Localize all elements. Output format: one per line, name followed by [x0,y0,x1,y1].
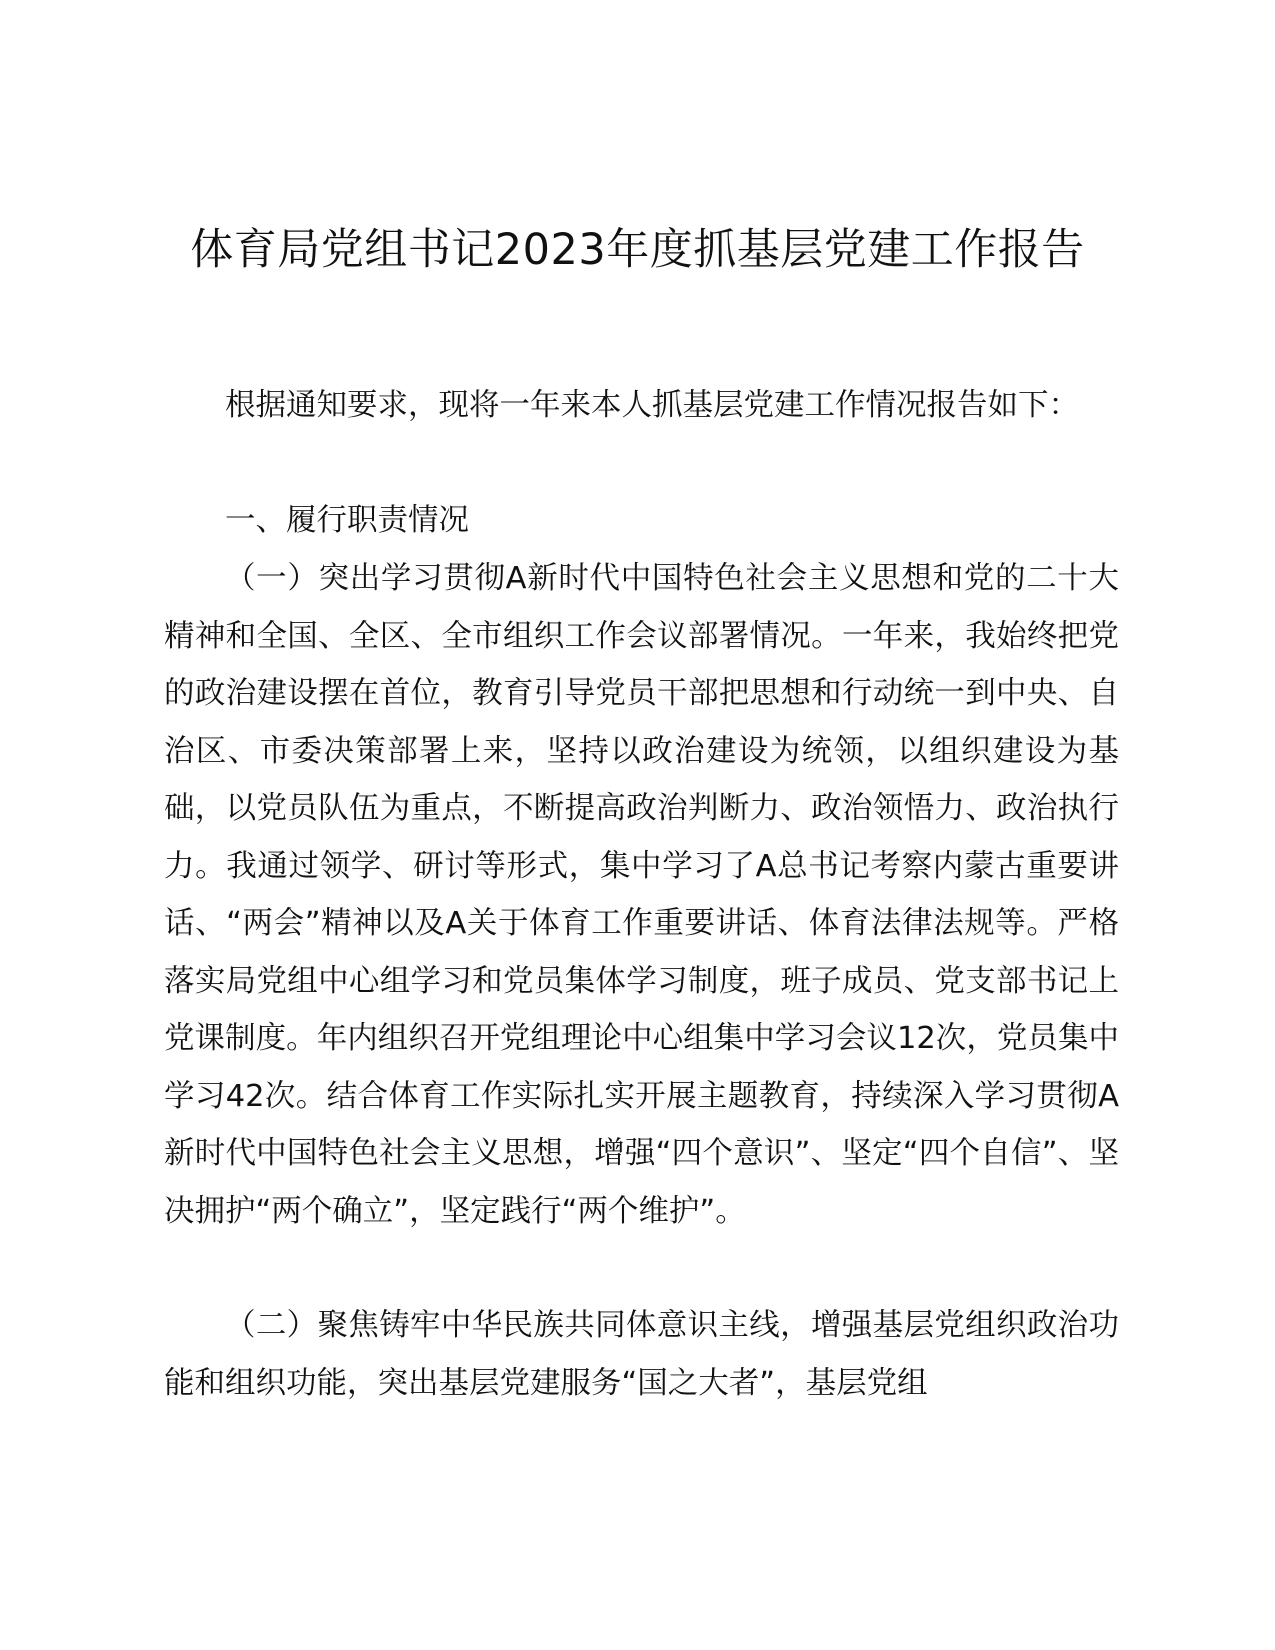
section-heading: 一、履行职责情况 [225,503,469,538]
intro-paragraph: 根据通知要求，现将一年来本人抓基层党建工作情况报告如下： [225,388,1079,423]
item-paragraph-1: （一）突出学习贯彻A新时代中国特色社会主义思想和党的二十大精神和全国、全区、全市组织工作会议部署情况。一年来，我始终把党的政治建设摆在首位，教育引导党员干部把思想和行动统一到中央、自治区、市委决策部署上来，坚持以政治建设为统领，以组织建设为基础，以党员队伍为重点，不断提高政治判断力、政治领悟力、政治执行力。我通过领学、研讨等形式，集中学习了A总书记考察内蒙古重要讲话、“两会”精神以及A关于体育工作重要讲话、体育法律法规等。严格落实局党组中心组学习和党员集体学习制度，班子成员、党支部书记上党课制度。年内组织召开党组理论中心组集中学习会议12次，党员集中学习42次。结合体育工作实际扎实开展主题教育，持续深入学习贯彻A新时代中国特色社会主义思想，增强“四个意识”、坚定“四个自信”、坚决拥护“两个确立”，坚定践行“两个维护”。 [164,561,1119,1229]
document-title: 体育局党组书记2023年度抓基层党建工作报告 [190,225,1085,275]
item-paragraph-2: （二）聚焦铸牢中华民族共同体意识主线，增强基层党组织政治功能和组织功能，突出基层党建服务“国之大者”，基层党组 [164,1308,1119,1401]
